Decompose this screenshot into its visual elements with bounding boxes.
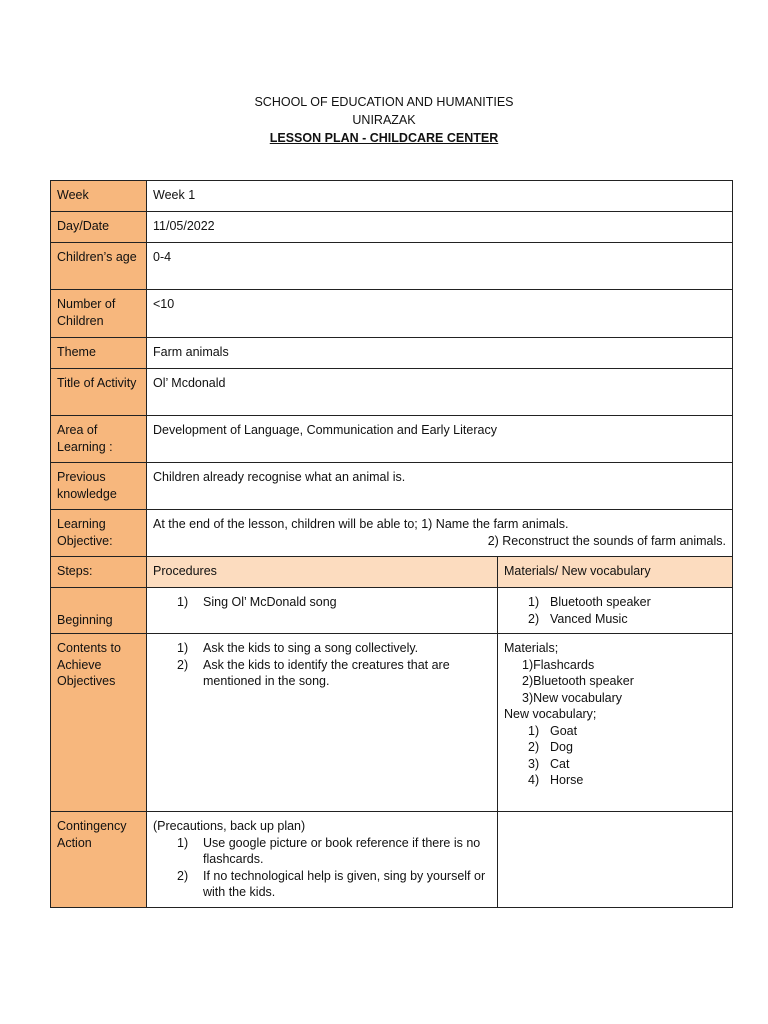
value-objective: [147, 510, 733, 557]
list-item: 2) Dog: [528, 740, 573, 754]
row-number: [51, 290, 733, 338]
label-theme: Theme: [51, 338, 147, 369]
row-theme: [51, 338, 733, 369]
document-title: LESSON PLAN - CHILDCARE CENTER: [269, 131, 499, 145]
label-previous: Previous knowledge: [51, 463, 147, 510]
list-item: 1) Bluetooth speaker: [528, 595, 651, 609]
row-age: [51, 243, 733, 290]
lesson-plan-table: [50, 180, 733, 908]
objective-line-2: 2) Reconstruct the sounds of farm animals.: [487, 533, 726, 548]
steps-heading: Steps:: [51, 557, 147, 588]
row-date: [51, 212, 733, 243]
contingency-intro: (Precautions, back up plan): [153, 819, 306, 833]
list-item: 1) Ask the kids to sing a song collectively.: [177, 641, 419, 655]
list-item: 2) If no technological help is given, sing by yourself or with the kids.: [177, 868, 486, 899]
list-item: 1) Goat: [528, 723, 578, 738]
row-contents: [51, 634, 733, 812]
contents-materials: [498, 634, 733, 812]
label-date: Day/Date: [51, 212, 147, 243]
row-previous: [51, 463, 733, 510]
label-week: Week: [51, 181, 147, 212]
row-week: [51, 181, 733, 212]
list-item: 2) Vanced Music: [528, 611, 628, 626]
material-item: 2)Bluetooth speaker: [522, 674, 634, 688]
value-week: Week 1: [147, 181, 733, 212]
beginning-procedures: [147, 588, 498, 634]
list-item: 3) Cat: [528, 756, 570, 771]
list-item: 1) Sing Ol’ McDonald song: [177, 595, 337, 609]
row-contingency: [51, 812, 733, 908]
contingency-materials: [498, 812, 733, 908]
material-item: 3)New vocabulary: [522, 690, 623, 705]
label-objective: Learning Objective:: [51, 510, 147, 557]
value-previous: Children already recognise what an animal is.: [147, 463, 733, 510]
value-number: <10: [147, 290, 733, 338]
materials-subheading: Materials;: [504, 641, 559, 655]
document-header: [0, 93, 768, 147]
school-name: SCHOOL OF EDUCATION AND HUMANITIES: [254, 95, 514, 109]
contents-procedures: [147, 634, 498, 812]
beginning-material-list: [504, 594, 726, 627]
contingency-plan: [147, 812, 498, 908]
material-item: 1)Flashcards: [522, 657, 595, 672]
row-area: [51, 416, 733, 463]
list-item: 2) Ask the kids to identify the creatures that are mentioned in the song.: [177, 657, 450, 688]
procedures-heading: Procedures: [147, 557, 498, 588]
beginning-materials: [498, 588, 733, 634]
value-area: Development of Language, Communication and Early Literacy: [147, 416, 733, 463]
row-beginning: [51, 588, 733, 634]
row-title: [51, 369, 733, 416]
list-item: 1) Use google picture or book reference if there is no flashcards.: [177, 835, 481, 866]
label-contents: Contents to Achieve Objectives: [51, 634, 147, 812]
vocabulary-subheading: New vocabulary;: [504, 707, 597, 721]
value-age: 0-4: [147, 243, 733, 290]
value-date: 11/05/2022: [147, 212, 733, 243]
label-title: Title of Activity: [51, 369, 147, 416]
label-age: Children’s age: [51, 243, 147, 290]
label-number: Number of Children: [51, 290, 147, 338]
list-item: 4) Horse: [528, 773, 584, 787]
materials-heading: Materials/ New vocabulary: [498, 557, 733, 588]
objective-line-1: At the end of the lesson, children will be able to; 1) Name the farm animals.: [153, 517, 569, 531]
row-steps-header: [51, 557, 733, 588]
value-theme: Farm animals: [147, 338, 733, 369]
label-area: Area of Learning :: [51, 416, 147, 463]
vocabulary-list: [504, 723, 726, 789]
label-beginning: Beginning: [51, 588, 147, 634]
university-name: UNIRAZAK: [352, 113, 416, 127]
contents-procedure-list: [153, 640, 491, 690]
beginning-procedure-list: [153, 594, 491, 611]
value-title: Ol’ Mcdonald: [147, 369, 733, 416]
contingency-list: [153, 835, 491, 901]
row-objective: [51, 510, 733, 557]
label-contingency: Contingency Action: [51, 812, 147, 908]
